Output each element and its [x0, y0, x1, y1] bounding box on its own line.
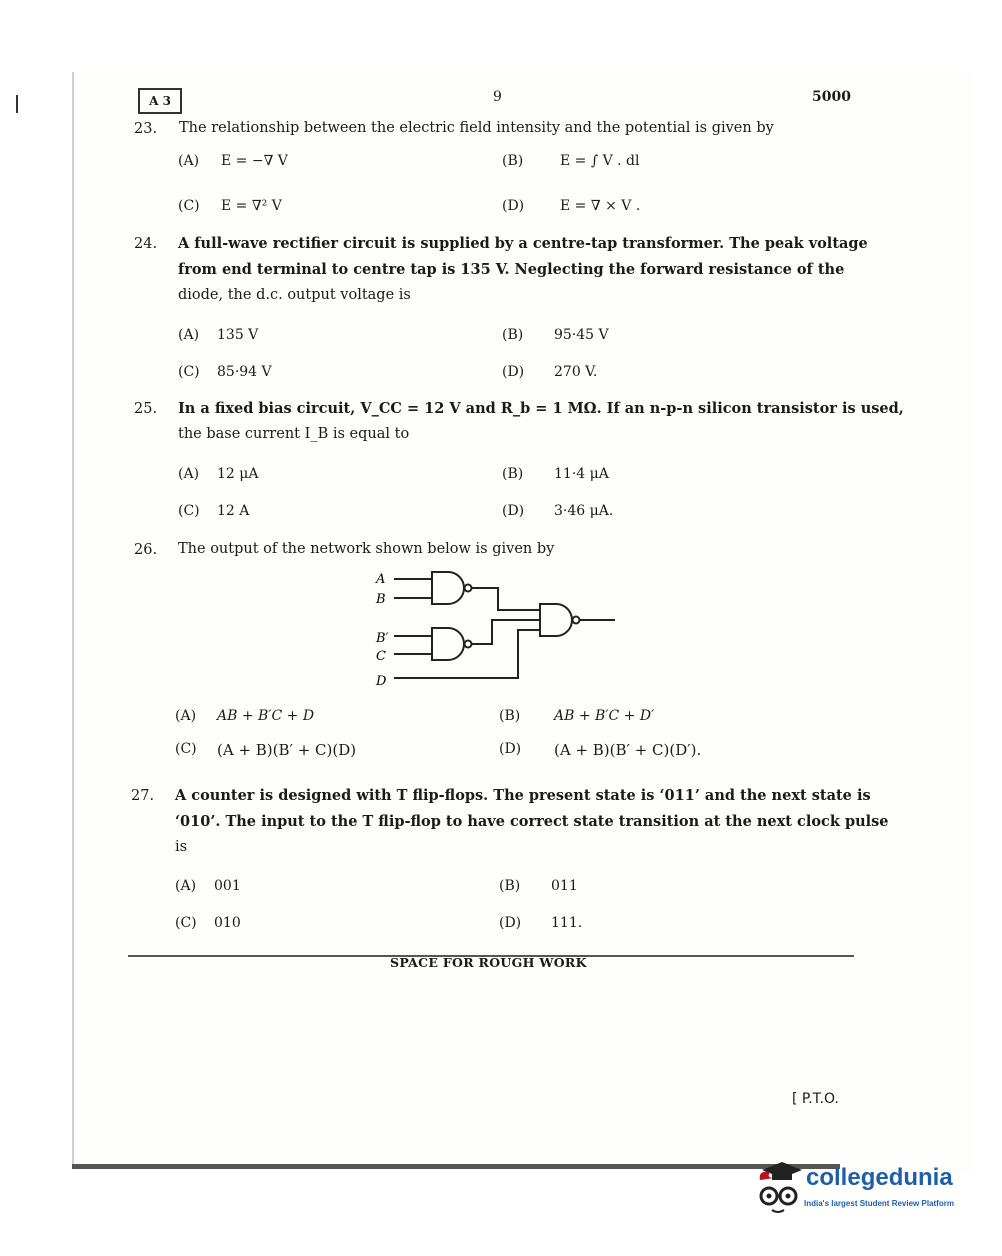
- option-label: (B): [502, 327, 524, 343]
- booklet-code: A 3: [149, 94, 171, 108]
- option-label: (C): [175, 915, 197, 931]
- option-text: 001: [214, 878, 241, 894]
- option-label: (D): [499, 741, 522, 757]
- option-label: (D): [499, 915, 522, 931]
- input-label-a: A: [376, 572, 386, 587]
- nand-gate-2: [432, 628, 464, 660]
- option-text: 95·45 V: [554, 327, 609, 343]
- question-number: 27.: [131, 788, 155, 804]
- question-text: In a fixed bias circuit, V_CC = 12 V and R_b = 1 MΩ. If an n-p-n silicon transistor is used,: [178, 400, 904, 417]
- option-text: AB + B′C + D: [217, 708, 315, 724]
- graduate-mascot-icon: [752, 1160, 804, 1216]
- option-label: (B): [499, 708, 521, 724]
- collegedunia-logo: [752, 1158, 982, 1218]
- brand-tagline: India's largest Student Review Platform: [804, 1199, 954, 1208]
- question-number: 23.: [134, 121, 158, 137]
- pto-label: [ P.T.O.: [792, 1091, 839, 1107]
- paper-code: 5000: [812, 89, 851, 105]
- option-text: 135 V: [217, 327, 259, 343]
- margin-mark: [16, 95, 18, 113]
- inversion-bubble: [465, 641, 472, 648]
- question-text: A full-wave rectifier circuit is supplied by a centre-tap transformer. The peak voltage: [178, 235, 868, 252]
- logic-circuit-diagram: [370, 570, 620, 695]
- inversion-bubble: [465, 585, 472, 592]
- nand-gate-1: [432, 572, 464, 604]
- option-text: (A + B)(B′ + C)(D): [217, 741, 357, 759]
- brand-name: collegedunia: [806, 1164, 953, 1191]
- question-text: diode, the d.c. output voltage is: [178, 287, 411, 303]
- option-label: (A): [175, 708, 197, 724]
- rough-work-label: SPACE FOR ROUGH WORK: [390, 955, 587, 970]
- wire-gate1-out: [472, 588, 540, 610]
- option-text: 11·4 μA: [554, 466, 609, 482]
- option-label: (D): [502, 503, 525, 519]
- option-text: (A + B)(B′ + C)(D′).: [554, 741, 702, 759]
- option-label: (C): [178, 503, 200, 519]
- page-number: 9: [493, 89, 502, 105]
- input-label-d: D: [376, 674, 387, 689]
- page-bottom-edge: [72, 1164, 840, 1169]
- option-label: (A): [178, 153, 200, 169]
- question-text: A counter is designed with T flip-flops. The present state is ‘011’ and the next state is: [175, 787, 871, 804]
- page-edge: [72, 72, 74, 1168]
- question-number: 25.: [134, 401, 158, 417]
- inversion-bubble: [573, 617, 580, 624]
- booklet-code-box: [138, 88, 182, 114]
- option-text: E = ∇ × V .: [560, 198, 641, 214]
- option-text: 011: [551, 878, 578, 894]
- question-text: ‘010’. The input to the T flip-flop to have correct state transition at the next clock pulse: [175, 813, 889, 830]
- question-text: from end terminal to centre tap is 135 V. Neglecting the forward resistance of the: [178, 261, 845, 278]
- question-text: is: [175, 839, 188, 855]
- question-text: The output of the network shown below is given by: [178, 541, 555, 557]
- option-label: (A): [178, 327, 200, 343]
- option-text: 12 A: [217, 503, 250, 519]
- input-label-b: B: [376, 592, 386, 607]
- question-number: 24.: [134, 236, 158, 252]
- question-text: The relationship between the electric field intensity and the potential is given by: [179, 120, 774, 136]
- input-label-b-prime: B′: [376, 631, 389, 646]
- option-text: E = ∫ V . dl: [560, 153, 640, 169]
- option-label: (B): [502, 153, 524, 169]
- option-label: (C): [175, 741, 197, 757]
- option-label: (C): [178, 364, 200, 380]
- option-text: E = ∇² V: [221, 198, 282, 214]
- nand-gate-3: [540, 604, 572, 636]
- option-text: 3·46 μA.: [554, 503, 614, 519]
- option-text: 010: [214, 915, 241, 931]
- option-label: (B): [499, 878, 521, 894]
- option-label: (C): [178, 198, 200, 214]
- question-text: the base current I_B is equal to: [178, 426, 410, 442]
- question-number: 26.: [134, 542, 158, 558]
- option-text: 270 V.: [554, 364, 598, 380]
- option-text: 85·94 V: [217, 364, 272, 380]
- option-text: 12 μA: [217, 466, 259, 482]
- option-label: (D): [502, 198, 525, 214]
- option-label: (A): [178, 466, 200, 482]
- option-text: AB + B′C + D′: [554, 708, 655, 724]
- wire-gate2-out: [472, 620, 540, 644]
- option-label: (D): [502, 364, 525, 380]
- option-label: (A): [175, 878, 197, 894]
- input-label-c: C: [376, 649, 386, 664]
- option-text: E = −∇ V: [221, 153, 288, 169]
- option-text: 111.: [551, 915, 583, 931]
- option-label: (B): [502, 466, 524, 482]
